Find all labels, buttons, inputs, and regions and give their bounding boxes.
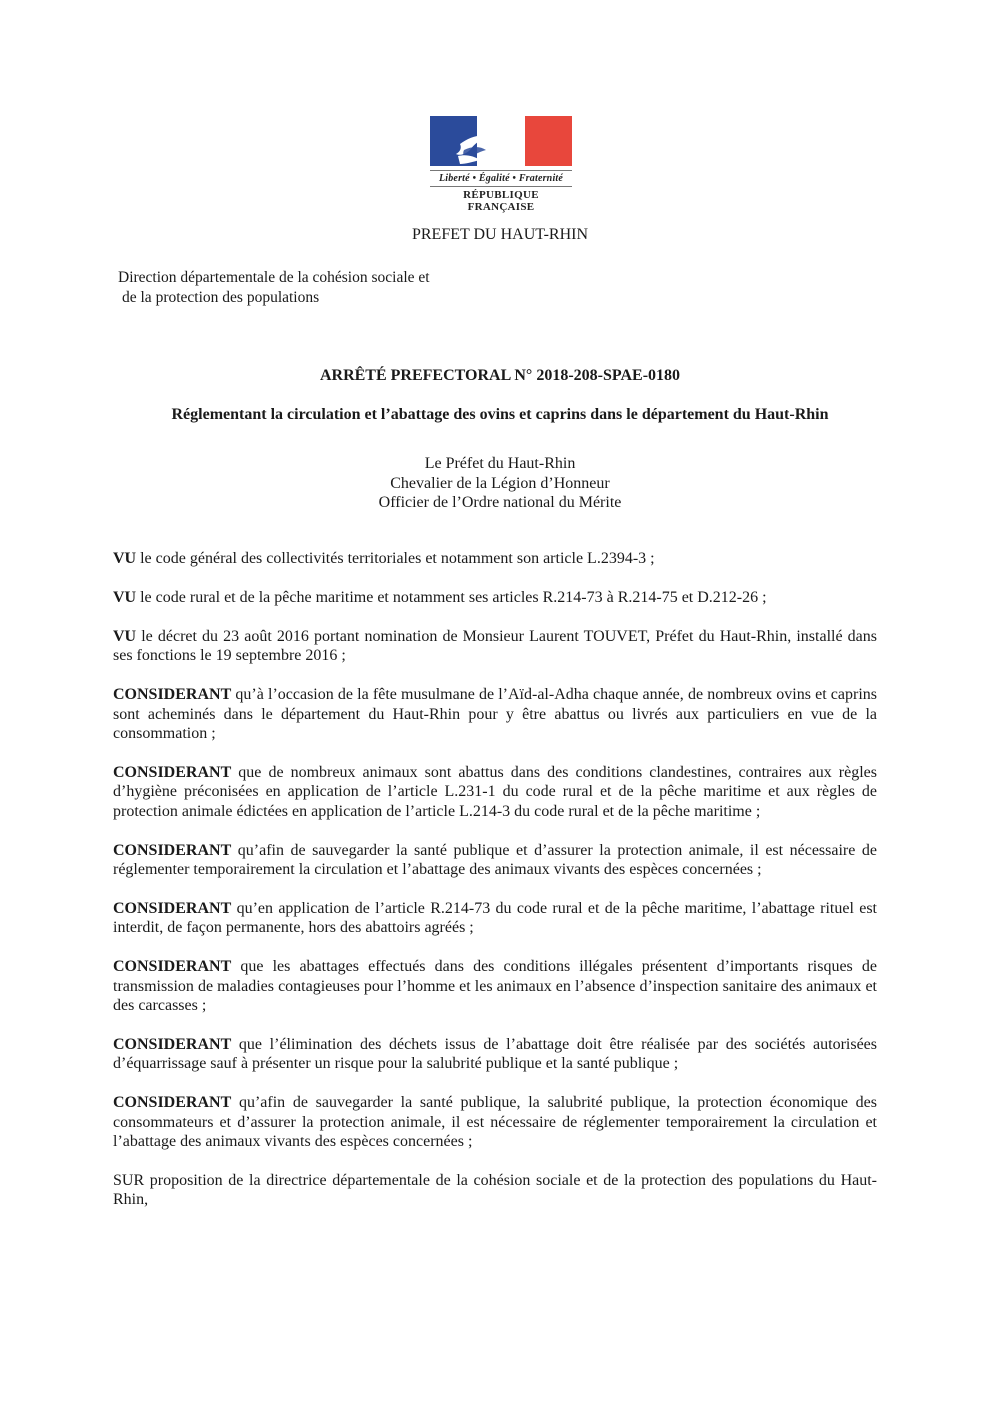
recital-text: qu’en application de l’article R.214-73 du code rural et de la pêche maritime, l’abattage rituel est interdit, de façon permanente, hors des abattoirs agréés ; bbox=[113, 899, 877, 937]
direction-line-2: de la protection des populations bbox=[122, 289, 320, 306]
signatory-line-2: Chevalier de la Légion d’Honneur bbox=[390, 474, 610, 492]
recital-text: SUR proposition de la directrice départementale de la cohésion sociale et de la protection des populations du Haut-Rhin, bbox=[113, 1171, 877, 1209]
recital-paragraph bbox=[113, 1093, 877, 1151]
arrete-subtitle: Réglementant la circulation et l’abattage des ovins et caprins dans le département du Haut-Rhin bbox=[171, 406, 829, 423]
recital-text: le code rural et de la pêche maritime et notamment ses articles R.214-73 à R.214-75 et D.212-26 ; bbox=[136, 588, 767, 606]
recital-text: que l’élimination des déchets issus de l’abattage doit être réalisée par des sociétés autorisées d’équarrissage sauf à présenter un risque pour la salubrité publique et la santé publique ; bbox=[113, 1035, 877, 1073]
signatory-line-1: Le Préfet du Haut-Rhin bbox=[424, 455, 576, 472]
recital-text: le décret du 23 août 2016 portant nomination de Monsieur Laurent TOUVET, Préfet du Haut-Rhin, installé dans ses fonctions le 19 septembre 2016 ; bbox=[113, 627, 877, 665]
recital-lead: CONSIDERANT bbox=[113, 763, 232, 781]
recital-lead: CONSIDERANT bbox=[113, 899, 232, 917]
recital-text: que les abattages effectués dans des conditions illégales présentent d’importants risques de transmission de maladies contagieuses pour l’homme et les animaux en l’absence d’inspection sanitaire des animaux et des carcasses ; bbox=[113, 958, 877, 1014]
recital-text: qu’afin de sauvegarder la santé publique, la salubrité publique, la protection économique des consommateurs et d’assurer la protection animale, il est nécessaire de réglementer temporairement la circulation et l’abattage des animaux vivants des espèces concernées ; bbox=[113, 1094, 877, 1151]
republic-motto: Liberté • Égalité • Fraternité bbox=[430, 170, 572, 184]
recital-text: que de nombreux animaux sont abattus dans des conditions clandestines, contraires aux règles d’hygiène préconisées en application de l’article L.231-1 du code rural et de la pêche maritime et aux règles de protection animale édictées en application de l’article L.214-3 du code rural et de la pêche maritime ; bbox=[113, 763, 877, 820]
recital-lead: CONSIDERANT bbox=[113, 958, 232, 976]
signatory-block bbox=[0, 454, 1000, 513]
recital-paragraph bbox=[113, 957, 877, 1015]
recital-paragraph bbox=[113, 627, 877, 666]
republique-logo bbox=[428, 116, 574, 213]
recital-lead: CONSIDERANT bbox=[113, 1094, 232, 1112]
arrete-title: ARRÊTÉ PREFECTORAL N° 2018-208-SPAE-0180 bbox=[319, 367, 681, 384]
recital-paragraph bbox=[113, 549, 877, 568]
direction-line-1: Direction départementale de la cohésion sociale et bbox=[118, 269, 430, 286]
prefet-heading bbox=[0, 226, 1000, 244]
recital-lead: VU bbox=[113, 627, 137, 645]
recital-lead: CONSIDERANT bbox=[113, 1035, 232, 1053]
recital-paragraph bbox=[113, 899, 877, 938]
recital-paragraph bbox=[113, 685, 877, 743]
recital-paragraph bbox=[113, 1035, 877, 1074]
recital-paragraph bbox=[113, 588, 877, 607]
recital-lead: CONSIDERANT bbox=[113, 841, 232, 859]
republique-francaise-label: RÉPUBLIQUE FRANÇAISE bbox=[430, 186, 572, 213]
proposal-paragraph bbox=[113, 1171, 877, 1210]
issuing-direction bbox=[118, 268, 430, 308]
recital-paragraph bbox=[113, 763, 877, 821]
recital-text: qu’à l’occasion de la fête musulmane de l’Aïd-al-Adha chaque année, de nombreux ovins et caprins sont acheminés dans le département du Haut-Rhin pour y être abattus ou livrés aux particuliers en vue de la consommation ; bbox=[113, 686, 877, 742]
recital-paragraph bbox=[113, 841, 877, 880]
marianne-logo-icon bbox=[430, 116, 572, 166]
signatory-line-3: Officier de l’Ordre national du Mérite bbox=[378, 494, 622, 511]
recital-lead: VU bbox=[113, 588, 137, 606]
recital-lead: CONSIDERANT bbox=[113, 686, 232, 704]
recital-text: le code général des collectivités territoriales et notamment son article L.2394-3 ; bbox=[136, 550, 655, 567]
recital-lead: VU bbox=[113, 550, 137, 567]
recitals bbox=[113, 549, 877, 1229]
recital-text: qu’afin de sauvegarder la santé publique et d’assurer la protection animale, il est nécessaire de réglementer temporairement la circulation et l’abattage des animaux vivants des espèces concernées ; bbox=[113, 841, 877, 878]
prefet-heading-text: PREFET DU HAUT-RHIN bbox=[411, 226, 588, 243]
